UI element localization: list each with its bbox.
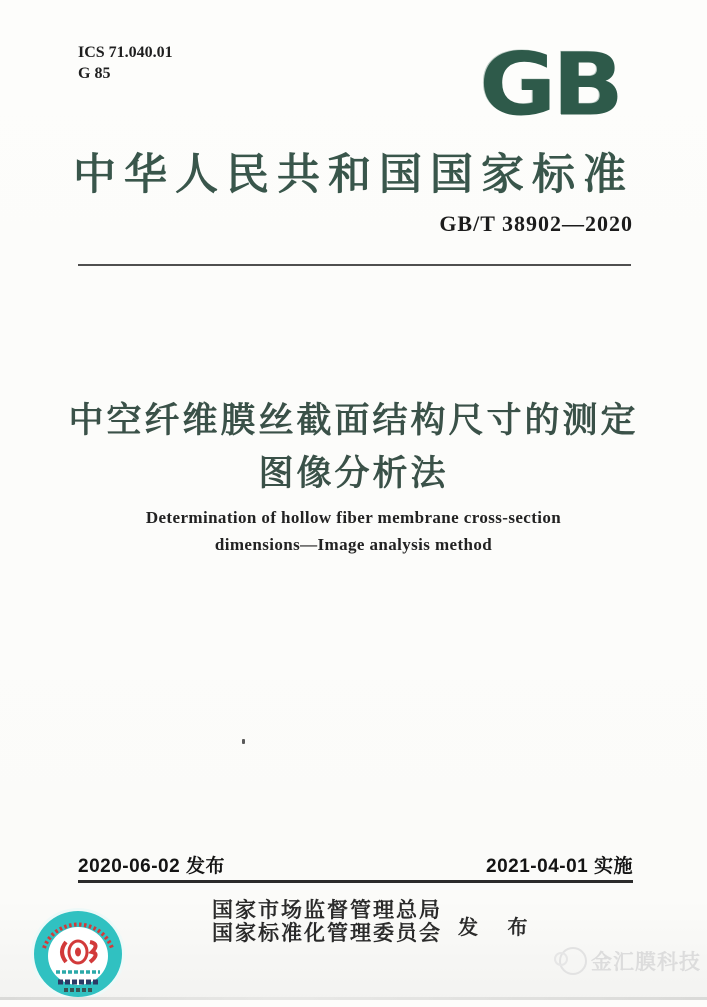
standard-number: GB/T 38902—2020 xyxy=(439,211,633,236)
document-title-en xyxy=(0,504,707,558)
document-title-en-line1: Determination of hollow fiber membrane cross-section xyxy=(145,508,562,527)
document-title-line2: 图像分析法 xyxy=(258,454,449,493)
publisher-line1: 国家市场监督管理总局 xyxy=(212,898,442,922)
document-title-zh xyxy=(0,394,707,500)
implementation-date: 2021-04-01 实施 xyxy=(486,856,633,877)
gb-standard-logo: GB xyxy=(479,35,620,136)
header-divider xyxy=(78,264,631,266)
watermark-text: 金汇膜科技 xyxy=(591,951,701,974)
ics-classification xyxy=(78,42,173,84)
footer-divider xyxy=(78,880,633,883)
publisher-line2: 国家标准化管理委员会 xyxy=(212,921,442,945)
scan-speck xyxy=(242,739,245,744)
publish-label: 发 布 xyxy=(458,917,540,939)
document-title-en-line2: dimensions—Image analysis method xyxy=(214,535,493,554)
issue-date: 2020-06-02 发布 xyxy=(78,856,225,877)
anti-counterfeit-seal-icon xyxy=(28,906,128,1002)
watermark-logo-icon xyxy=(559,947,587,975)
document-title-line1: 中空纤维膜丝截面结构尺寸的测定 xyxy=(68,401,639,440)
publisher-block xyxy=(212,899,457,945)
watermark xyxy=(559,946,701,976)
ics-code: ICS 71.040.01 xyxy=(78,44,173,61)
national-standard-heading: 中华人民共和国国家标准 xyxy=(73,152,634,199)
ccs-code: G 85 xyxy=(78,65,111,82)
seal-graphic xyxy=(28,906,128,1002)
